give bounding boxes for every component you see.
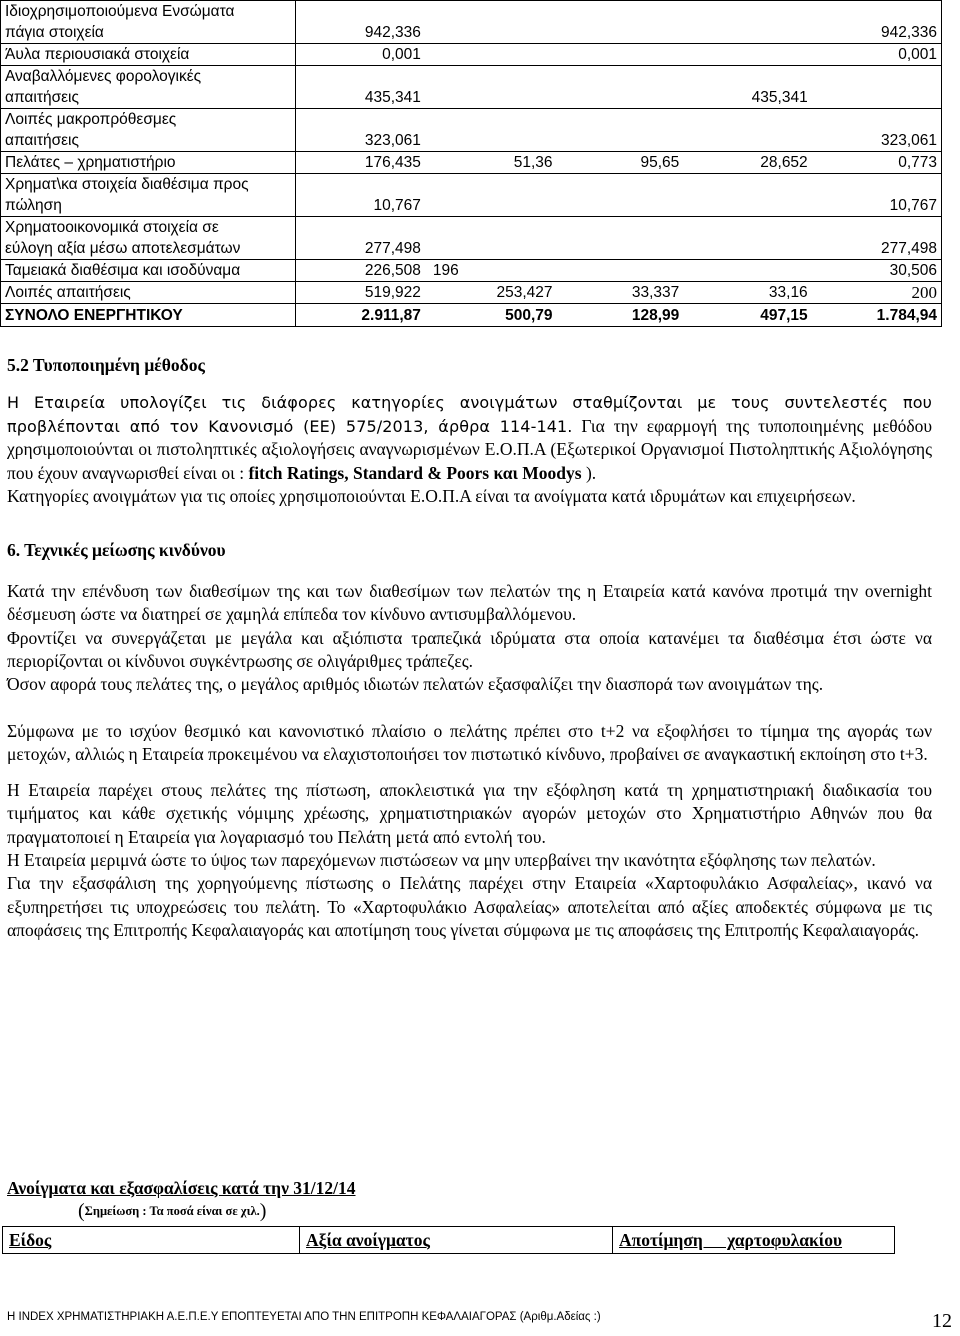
cell-v4 <box>683 44 811 66</box>
rating-agencies: fitch Ratings, Standard & Poors και Moodys <box>248 462 582 483</box>
spacer <box>7 697 932 720</box>
row-label-line-1: Χρηματ\κα στοιχεία διαθέσιμα προς <box>5 176 249 193</box>
row-label-line-2: Λοιπές απαιτήσεις <box>5 284 131 301</box>
total-v3: 128,99 <box>557 304 684 327</box>
row-label <box>1 152 296 174</box>
note-open-paren: ( <box>78 1200 85 1222</box>
cell-v5: 0,001 <box>812 44 942 66</box>
cell-v3 <box>557 217 684 260</box>
total-v1: 2.911,87 <box>295 304 425 327</box>
section-6-title: 6. Τεχνικές μείωσης κινδύνου <box>7 540 226 561</box>
cell-v4 <box>683 1 811 44</box>
table-row <box>1 174 942 217</box>
cell-v1: 226,508 <box>295 260 425 282</box>
cell-v2: 51,36 <box>425 152 557 174</box>
cell-v5: 0,773 <box>812 152 942 174</box>
cell-v4 <box>683 217 811 260</box>
cell-v2 <box>425 66 557 109</box>
page-number: 12 <box>932 1310 952 1332</box>
cell-v5: 200 <box>812 282 942 304</box>
row-label-line-2: απαιτήσεις <box>5 89 79 106</box>
cell-v3 <box>557 66 684 109</box>
cell-v1: 519,922 <box>295 282 425 304</box>
row-label <box>1 44 296 66</box>
footer-text: Η INDEX ΧΡΗΜΑΤΙΣΤΗΡΙΑΚΗ Α.Ε.Π.Ε.Υ ΕΠΟΠΤΕΥΕΤΑΙ ΑΠΟ ΤΗΝ ΕΠΙΤΡΟΠΗ ΚΕΦΑΛΑΙΑΓΟΡΑΣ (Αριθμ.Αδείας :) <box>7 1311 601 1323</box>
row-label-line-2: Άυλα περιουσιακά στοιχεία <box>5 46 190 63</box>
exposures-note <box>78 1200 266 1223</box>
row-label-line-1: Ιδιοχρησιμοποιούμενα Ενσώματα <box>5 3 235 20</box>
table-row <box>1 152 942 174</box>
header-exposure-value: Αξία ανοίγματος <box>300 1227 613 1254</box>
cell-v4 <box>683 174 811 217</box>
cell-v1: 10,767 <box>295 174 425 217</box>
section-6-paragraph-4: Σύμφωνα με το ισχύον θεσμικό και κανονιστικό πλαίσιο ο πελάτης πρέπει στο t+2 να εξοφλήσει το τίμημα της αγοράς των μετοχών, αλλιώς η Εταιρεία προκειμένου να ελαχιστοποιήσει τον πιστωτικό κίνδυνο, προβαίνει σε αναγκαστική εκποίηση στο t+3. <box>7 720 932 765</box>
cell-v1: 942,336 <box>295 1 425 44</box>
cell-v4 <box>683 260 811 282</box>
row-label-line-1: Λοιπές μακροπρόθεσμες <box>5 111 177 128</box>
cell-v3: 33,337 <box>557 282 684 304</box>
cell-v4: 33,16 <box>683 282 811 304</box>
cell-v4: 28,652 <box>683 152 811 174</box>
cell-v1: 176,435 <box>295 152 425 174</box>
section-6-paragraph-1: Κατά την επένδυση των διαθεσίμων της και των διαθεσίμων των πελατών της η Εταιρεία κατά κανόνα προτιμά την overnight δέσμευση ώστε να διατηρεί σε χαμηλά επίπεδα τον κίνδυνο αντισυμβαλλόμενου. <box>7 580 932 625</box>
row-label <box>1 282 296 304</box>
cell-v1: 323,061 <box>295 109 425 152</box>
exposures-title: Ανοίγματα και εξασφαλίσεις κατά την 31/12/14 <box>7 1178 356 1198</box>
header-type: Είδος <box>3 1227 300 1254</box>
total-v5: 1.784,94 <box>812 304 942 327</box>
row-label-line-2: Πελάτες – χρηματιστήριο <box>5 154 176 171</box>
total-label: ΣΥΝΟΛΟ ΕΝΕΡΓΗΤΙΚΟΥ <box>1 304 296 327</box>
row-label-line-1: Χρηματοοικονομικά στοιχεία σε <box>5 219 219 236</box>
row-label-line-2: πώληση <box>5 197 62 214</box>
ecai-sentence-end: ). <box>581 462 597 483</box>
section-6-paragraph-7: Για την εξασφάλιση της χορηγούμενης πίστωσης ο Πελάτης παρέχει στην Εταιρεία «Χαρτοφυλάκιο Ασφαλείας», ικανό να εξυπηρετήσει τις υποχρεώσεις του πελάτη. Το «Χαρτοφυλάκιο Ασφαλείας» αποτελείται από αξίες αποδεκτές σύμφωνα με τις αποφάσεις της Επιτροπής Κεφαλαιαγοράς και αποτίμηση τους γίνεται σύμφωνα με τις αποφάσεις της Επιτροπής Κεφαλαιαγοράς. <box>7 873 932 941</box>
cell-v3: 95,65 <box>557 152 684 174</box>
section-5-2-paragraph-1 <box>7 391 932 485</box>
row-label <box>1 66 296 109</box>
total-row <box>1 304 942 327</box>
table-row <box>1 282 942 304</box>
cell-v1: 277,498 <box>295 217 425 260</box>
row-label <box>1 217 296 260</box>
cell-v3 <box>557 1 684 44</box>
total-v2: 500,79 <box>425 304 557 327</box>
note-text: Σημείωση : Τα ποσά είναι σε χιλ. <box>84 1204 260 1218</box>
cell-v4 <box>683 109 811 152</box>
section-6-paragraph-2: Φροντίζει να συνεργάζεται με μεγάλα και αξιόπιστα τραπεζικά ιδρύματα στα οποία κατανέμει τα διαθέσιμα έτσι ώστε να περιορίζονται οι κίνδυνοι συγκέντρωσης σε ολιγάριθμες τράπεζες. <box>7 627 932 672</box>
cell-v5: 10,767 <box>812 174 942 217</box>
cell-v2 <box>425 217 557 260</box>
row-label-line-2: εύλογη αξία μέσω αποτελεσμάτων <box>5 240 241 257</box>
total-v4: 497,15 <box>683 304 811 327</box>
cell-v2 <box>425 174 557 217</box>
row-label-line-2: πάγια στοιχεία <box>5 24 104 41</box>
cell-v2: 196 <box>425 260 557 282</box>
cell-v2 <box>425 109 557 152</box>
row-label <box>1 1 296 44</box>
row-label-line-2: Ταμειακά διαθέσιμα και ισοδύναμα <box>5 262 241 279</box>
ecai-sentence: Για την εφαρμογή της τυποποιημένης μεθόδου χρησιμοποιούνται οι πιστοληπτικές αξιολογήσεις αναγνωρισμένων Ε.Ο.Π.Α (Εξωτερικοί Οργανισμοί Πιστοληπτικής Αξιολόγησης που έχουν αναγνωρισθεί είναι οι : <box>7 415 932 483</box>
note-close-paren: ) <box>259 1200 267 1222</box>
asset-table <box>0 0 942 327</box>
row-label <box>1 174 296 217</box>
row-label <box>1 260 296 282</box>
section-6-paragraph-6: Η Εταιρεία μεριμνά ώστε το ύψος των παρεχόμενων πιστώσεων να μην υπερβαίνει την ικανότητα εξόφλησης των πελατών. <box>7 849 876 870</box>
cell-v1: 435,341 <box>295 66 425 109</box>
exposures-header-row <box>3 1227 895 1254</box>
cell-v4: 435,341 <box>683 66 811 109</box>
table-row <box>1 66 942 109</box>
cell-v5 <box>812 66 942 109</box>
section-6-paragraph-5: Η Εταιρεία παρέχει στους πελάτες της πίστωση, αποκλειστικά για την εξόφληση κατά τη χρηματιστηριακή διαδικασία του τιμήματος και κάθε σχετικής νόμιμης χρέωσης, χρηματιστηριακών αγορών μετοχών στο Χρηματιστήριο Αθηνών που θα πραγματοποιεί η Εταιρεία για λογαριασμό του Πελάτη μετά από εντολή του. <box>7 779 932 847</box>
row-label-line-2: απαιτήσεις <box>5 132 79 149</box>
section-5-2-paragraph-2: Κατηγορίες ανοιγμάτων για τις οποίες χρησιμοποιούνται Ε.Ο.Π.Α είναι τα ανοίγματα κατά ιδρυμάτων και επιχειρήσεων. <box>7 486 856 507</box>
header-portfolio-valuation: Αποτίμηση χαρτοφυλακίου <box>613 1227 895 1254</box>
cell-v5: 323,061 <box>812 109 942 152</box>
cell-v3 <box>557 174 684 217</box>
regulation-sentence: Η Εταιρεία υπολογίζει τις διάφορες κατηγορίες ανοιγμάτων σταθμίζονται με τους συντελεστές που προβλέπονται από τον Κανονισμό (ΕΕ) 575/2013, άρθρα 114-141. <box>7 393 932 436</box>
section-6-paragraph-3: Όσον αφορά τους πελάτες της, ο μεγάλος αριθμός ιδιωτών πελατών εξασφαλίζει την διασπορά των ανοιγμάτων της. <box>7 674 824 695</box>
cell-v5: 277,498 <box>812 217 942 260</box>
asset-table-body <box>1 1 942 327</box>
cell-v2: 253,427 <box>425 282 557 304</box>
cell-v1: 0,001 <box>295 44 425 66</box>
document-body <box>7 354 932 943</box>
table-row <box>1 109 942 152</box>
table-row <box>1 1 942 44</box>
spacer <box>7 508 932 531</box>
spacer <box>7 767 932 779</box>
table-row <box>1 260 942 282</box>
cell-v5: 30,506 <box>812 260 942 282</box>
table-row <box>1 217 942 260</box>
cell-v2 <box>425 1 557 44</box>
table-row <box>1 44 942 66</box>
cell-v3 <box>557 109 684 152</box>
row-label <box>1 109 296 152</box>
cell-v2 <box>425 44 557 66</box>
section-5-2-title: 5.2 Τυποποιημένη μέθοδος <box>7 355 205 375</box>
exposures-table <box>2 1226 895 1254</box>
cell-v3 <box>557 44 684 66</box>
cell-v5: 942,336 <box>812 1 942 44</box>
row-label-line-1: Αναβαλλόμενες φορολογικές <box>5 68 202 85</box>
cell-v3 <box>557 260 684 282</box>
